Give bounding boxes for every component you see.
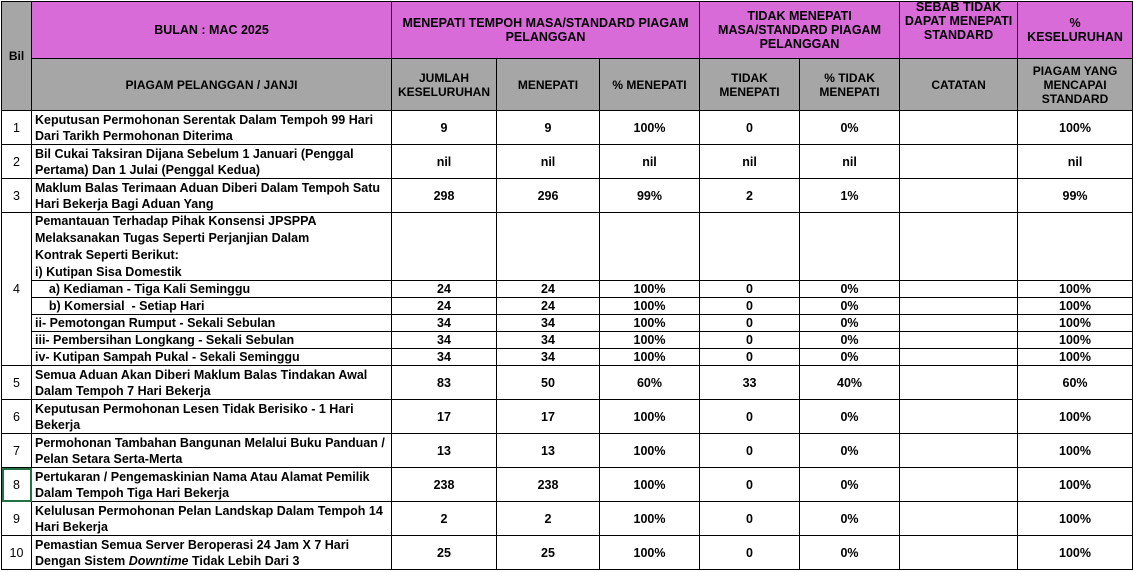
cell-pct-menepati[interactable]: 100% (600, 468, 700, 502)
cell-catatan[interactable] (900, 315, 1018, 332)
cell-keseluruhan[interactable]: 100% (1018, 111, 1133, 145)
cell-keseluruhan[interactable]: 100% (1018, 281, 1133, 298)
cell-catatan[interactable] (900, 213, 1018, 230)
header-sebab-group[interactable] (900, 2, 1018, 59)
cell-tidak[interactable] (700, 264, 800, 281)
cell-desc[interactable]: Semua Aduan Akan Diberi Maklum Balas Tindakan Awal Dalam Tempoh 7 Hari Bekerja (32, 366, 392, 400)
cell-keseluruhan[interactable]: 100% (1018, 468, 1133, 502)
cell-menepati[interactable]: 13 (497, 434, 600, 468)
cell-pct-tidak[interactable]: 0% (800, 468, 900, 502)
cell-menepati[interactable]: 9 (497, 111, 600, 145)
cell-tidak[interactable]: 0 (700, 468, 800, 502)
cell-pct-menepati[interactable] (600, 213, 700, 230)
cell-desc[interactable]: Bil Cukai Taksiran Dijana Sebelum 1 Januari (Penggal Pertama) Dan 1 Julai (Penggal Kedua) (32, 145, 392, 179)
spreadsheet (1, 1, 1133, 570)
cell-jumlah[interactable] (392, 213, 497, 230)
header-bulan[interactable]: BULAN : MAC 2025 (32, 2, 392, 59)
cell-pct-tidak[interactable]: 0% (800, 281, 900, 298)
cell-menepati[interactable]: 34 (497, 315, 600, 332)
cell-jumlah[interactable]: 34 (392, 332, 497, 349)
cell-bil-selected[interactable]: 8 (2, 468, 32, 502)
cell-jumlah[interactable]: 9 (392, 111, 497, 145)
cell-pct-menepati[interactable]: 100% (600, 349, 700, 366)
cell-tidak[interactable]: nil (700, 145, 800, 179)
cell-catatan[interactable] (900, 366, 1018, 400)
header-mencapai[interactable]: PIAGAM YANG MENCAPAI STANDARD (1018, 59, 1133, 111)
cell-bil[interactable]: 2 (2, 145, 32, 179)
cell-keseluruhan[interactable]: 100% (1018, 502, 1133, 536)
table-row (2, 213, 1133, 230)
cell-desc[interactable]: Keputusan Permohonan Serentak Dalam Tempoh 99 Hari Dari Tarikh Permohonan Diterima (32, 111, 392, 145)
cell-desc[interactable]: Kelulusan Permohonan Pelan Landskap Dalam Tempoh 14 Hari Bekerja (32, 502, 392, 536)
cell-catatan[interactable] (900, 145, 1018, 179)
cell-keseluruhan[interactable]: 99% (1018, 179, 1133, 213)
cell-jumlah[interactable] (392, 247, 497, 264)
cell-keseluruhan[interactable]: 100% (1018, 298, 1133, 315)
cell-jumlah[interactable]: 34 (392, 315, 497, 332)
cell-pct-tidak[interactable]: 0% (800, 315, 900, 332)
cell-catatan[interactable] (900, 298, 1018, 315)
cell-jumlah[interactable]: 25 (392, 536, 497, 570)
cell-pct-tidak[interactable]: 0% (800, 400, 900, 434)
cell-tidak[interactable] (700, 247, 800, 264)
cell-menepati[interactable] (497, 230, 600, 247)
cell-jumlah[interactable]: 238 (392, 468, 497, 502)
header-tidak-menepati[interactable]: TIDAK MENEPATI (700, 59, 800, 111)
cell-catatan[interactable] (900, 281, 1018, 298)
cell-jumlah[interactable]: 34 (392, 349, 497, 366)
header-pct-tidak[interactable]: % TIDAK MENEPATI (800, 59, 900, 111)
cell-desc[interactable]: Melaksanakan Tugas Seperti Perjanjian Dalam (32, 230, 392, 247)
cell-pct-menepati[interactable]: 60% (600, 366, 700, 400)
cell-desc[interactable]: Pemantauan Terhadap Pihak Konsensi JPSPPA (32, 213, 392, 230)
cell-desc[interactable]: Maklum Balas Terimaan Aduan Diberi Dalam Tempoh Satu Hari Bekerja Bagi Aduan Yang (32, 179, 392, 213)
cell-desc[interactable]: iv- Kutipan Sampah Pukal - Sekali Seminggu (32, 349, 392, 366)
table-row (2, 281, 1133, 298)
table-row (2, 247, 1133, 264)
cell-keseluruhan[interactable]: nil (1018, 145, 1133, 179)
cell-desc[interactable]: a) Kediaman - Tiga Kali Seminggu (32, 281, 392, 298)
cell-bil[interactable]: 6 (2, 400, 32, 434)
cell-desc[interactable]: b) Komersial - Setiap Hari (32, 298, 392, 315)
cell-catatan[interactable] (900, 264, 1018, 281)
cell-catatan[interactable] (900, 434, 1018, 468)
header-sebab-text: SEBAB TIDAK DAPAT MENEPATI STANDARD (904, 1, 1013, 42)
cell-tidak[interactable]: 0 (700, 434, 800, 468)
table-row (2, 179, 1133, 213)
cell-tidak[interactable]: 0 (700, 502, 800, 536)
table-row (2, 298, 1133, 315)
cell-keseluruhan[interactable]: 100% (1018, 332, 1133, 349)
cell-keseluruhan[interactable] (1018, 230, 1133, 247)
cell-tidak[interactable]: 0 (700, 281, 800, 298)
table-row (2, 145, 1133, 179)
header-piagam[interactable]: PIAGAM PELANGGAN / JANJI (32, 59, 392, 111)
cell-pct-menepati[interactable] (600, 230, 700, 247)
table-row (2, 111, 1133, 145)
cell-bil[interactable]: 7 (2, 434, 32, 468)
cell-desc[interactable] (32, 536, 392, 570)
cell-keseluruhan[interactable] (1018, 264, 1133, 281)
cell-pct-menepati[interactable]: 100% (600, 400, 700, 434)
cell-jumlah[interactable]: 2 (392, 502, 497, 536)
cell-pct-tidak[interactable] (800, 213, 900, 230)
cell-menepati[interactable]: 34 (497, 332, 600, 349)
cell-menepati[interactable]: 24 (497, 281, 600, 298)
cell-keseluruhan[interactable]: 100% (1018, 434, 1133, 468)
cell-pct-menepati[interactable]: nil (600, 145, 700, 179)
cell-menepati[interactable]: nil (497, 145, 600, 179)
table-row (2, 502, 1133, 536)
cell-desc[interactable]: Keputusan Permohonan Lesen Tidak Berisiko - 1 Hari Bekerja (32, 400, 392, 434)
cell-bil[interactable]: 1 (2, 111, 32, 145)
cell-pct-tidak[interactable]: 0% (800, 298, 900, 315)
cell-catatan[interactable] (900, 332, 1018, 349)
cell-bil[interactable]: 10 (2, 536, 32, 570)
cell-jumlah[interactable]: 17 (392, 400, 497, 434)
table-row (2, 400, 1133, 434)
cell-menepati[interactable] (497, 247, 600, 264)
cell-catatan[interactable] (900, 400, 1018, 434)
cell-keseluruhan[interactable]: 100% (1018, 536, 1133, 570)
cell-pct-tidak[interactable]: 0% (800, 434, 900, 468)
cell-pct-menepati[interactable]: 100% (600, 298, 700, 315)
cell-tidak[interactable]: 0 (700, 400, 800, 434)
header-jumlah[interactable]: JUMLAH KESELURUHAN (392, 59, 497, 111)
cell-pct-tidak[interactable]: 0% (800, 349, 900, 366)
header-bil[interactable]: Bil (2, 2, 32, 111)
cell-pct-tidak[interactable] (800, 230, 900, 247)
cell-pct-menepati[interactable]: 100% (600, 434, 700, 468)
table-row (2, 434, 1133, 468)
cell-tidak[interactable]: 33 (700, 366, 800, 400)
cell-jumlah[interactable]: 13 (392, 434, 497, 468)
cell-bil[interactable]: 5 (2, 366, 32, 400)
cell-bil[interactable]: 9 (2, 502, 32, 536)
cell-pct-menepati[interactable]: 100% (600, 332, 700, 349)
cell-jumlah[interactable] (392, 264, 497, 281)
cell-tidak[interactable]: 0 (700, 536, 800, 570)
cell-keseluruhan[interactable] (1018, 213, 1133, 230)
cell-tidak[interactable] (700, 213, 800, 230)
cell-pct-tidak[interactable]: nil (800, 145, 900, 179)
cell-keseluruhan[interactable]: 60% (1018, 366, 1133, 400)
cell-keseluruhan[interactable] (1018, 247, 1133, 264)
cell-tidak[interactable]: 0 (700, 315, 800, 332)
cell-catatan[interactable] (900, 247, 1018, 264)
cell-jumlah[interactable]: 83 (392, 366, 497, 400)
cell-tidak[interactable]: 0 (700, 298, 800, 315)
cell-menepati[interactable]: 25 (497, 536, 600, 570)
table-row (2, 366, 1133, 400)
cell-catatan[interactable] (900, 179, 1018, 213)
cell-pct-menepati[interactable]: 100% (600, 502, 700, 536)
desc-part: Tidak Lebih Dari 3 (188, 553, 300, 568)
cell-desc[interactable]: ii- Pemotongan Rumput - Sekali Sebulan (32, 315, 392, 332)
cell-menepati[interactable]: 34 (497, 349, 600, 366)
cell-pct-tidak[interactable]: 0% (800, 111, 900, 145)
table-row (2, 230, 1133, 247)
table-row (2, 315, 1133, 332)
cell-pct-menepati[interactable]: 100% (600, 315, 700, 332)
cell-keseluruhan[interactable]: 100% (1018, 349, 1133, 366)
cell-menepati[interactable] (497, 213, 600, 230)
header-menepati-group[interactable]: MENEPATI TEMPOH MASA/STANDARD PIAGAM PELANGGAN (392, 2, 700, 59)
table-row (2, 264, 1133, 281)
header-pct-menepati[interactable]: % MENEPATI (600, 59, 700, 111)
cell-pct-menepati[interactable]: 99% (600, 179, 700, 213)
cell-pct-tidak[interactable] (800, 264, 900, 281)
cell-jumlah[interactable]: nil (392, 145, 497, 179)
cell-catatan[interactable] (900, 349, 1018, 366)
header-catatan[interactable]: CATATAN (900, 59, 1018, 111)
cell-desc[interactable]: i) Kutipan Sisa Domestik (32, 264, 392, 281)
cell-jumlah[interactable]: 24 (392, 281, 497, 298)
desc-emphasis: Downtime (128, 553, 189, 568)
table-row (2, 536, 1133, 570)
cell-jumlah[interactable]: 24 (392, 298, 497, 315)
cell-tidak[interactable]: 0 (700, 111, 800, 145)
cell-catatan[interactable] (900, 468, 1018, 502)
cell-jumlah[interactable] (392, 230, 497, 247)
cell-pct-tidak[interactable]: 40% (800, 366, 900, 400)
cell-menepati[interactable] (497, 264, 600, 281)
header-keseluruhan-group[interactable]: % KESELURUHAN (1018, 2, 1133, 59)
cell-pct-tidak[interactable]: 1% (800, 179, 900, 213)
cell-menepati[interactable]: 2 (497, 502, 600, 536)
header-menepati[interactable]: MENEPATI (497, 59, 600, 111)
cell-pct-tidak[interactable] (800, 247, 900, 264)
cell-pct-tidak[interactable]: 0% (800, 536, 900, 570)
header-tidak-group[interactable]: TIDAK MENEPATI MASA/STANDARD PIAGAM PELANGGAN (700, 2, 900, 59)
cell-bil[interactable]: 4 (2, 213, 32, 366)
cell-desc[interactable]: Permohonan Tambahan Bangunan Melalui Buku Panduan / Pelan Setara Serta-Merta (32, 434, 392, 468)
cell-keseluruhan[interactable]: 100% (1018, 315, 1133, 332)
cell-jumlah[interactable]: 298 (392, 179, 497, 213)
customer-charter-table (1, 1, 1133, 570)
cell-catatan[interactable] (900, 230, 1018, 247)
cell-pct-menepati[interactable] (600, 247, 700, 264)
cell-pct-menepati[interactable]: 100% (600, 111, 700, 145)
cell-tidak[interactable]: 0 (700, 332, 800, 349)
cell-catatan[interactable] (900, 536, 1018, 570)
table-row (2, 349, 1133, 366)
cell-menepati[interactable]: 17 (497, 400, 600, 434)
cell-pct-tidak[interactable]: 0% (800, 502, 900, 536)
cell-tidak[interactable]: 0 (700, 349, 800, 366)
cell-tidak[interactable]: 2 (700, 179, 800, 213)
cell-catatan[interactable] (900, 111, 1018, 145)
cell-bil[interactable]: 3 (2, 179, 32, 213)
cell-desc[interactable]: Kontrak Seperti Berikut: (32, 247, 392, 264)
cell-pct-menepati[interactable]: 100% (600, 281, 700, 298)
table-row (2, 468, 1133, 502)
cell-pct-menepati[interactable] (600, 264, 700, 281)
table-row (2, 332, 1133, 349)
cell-tidak[interactable] (700, 230, 800, 247)
cell-menepati[interactable]: 24 (497, 298, 600, 315)
cell-menepati[interactable]: 238 (497, 468, 600, 502)
cell-desc[interactable]: Pertukaran / Pengemaskinian Nama Atau Alamat Pemilik Dalam Tempoh Tiga Hari Bekerja (32, 468, 392, 502)
cell-pct-tidak[interactable]: 0% (800, 332, 900, 349)
cell-menepati[interactable]: 296 (497, 179, 600, 213)
cell-keseluruhan[interactable]: 100% (1018, 400, 1133, 434)
cell-desc[interactable]: iii- Pembersihan Longkang - Sekali Sebulan (32, 332, 392, 349)
cell-catatan[interactable] (900, 502, 1018, 536)
cell-menepati[interactable]: 50 (497, 366, 600, 400)
desc-part: Pemastian Semua Server Beroperasi 24 Jam X 7 Hari Dengan Sistem (35, 537, 350, 568)
cell-pct-menepati[interactable]: 100% (600, 536, 700, 570)
